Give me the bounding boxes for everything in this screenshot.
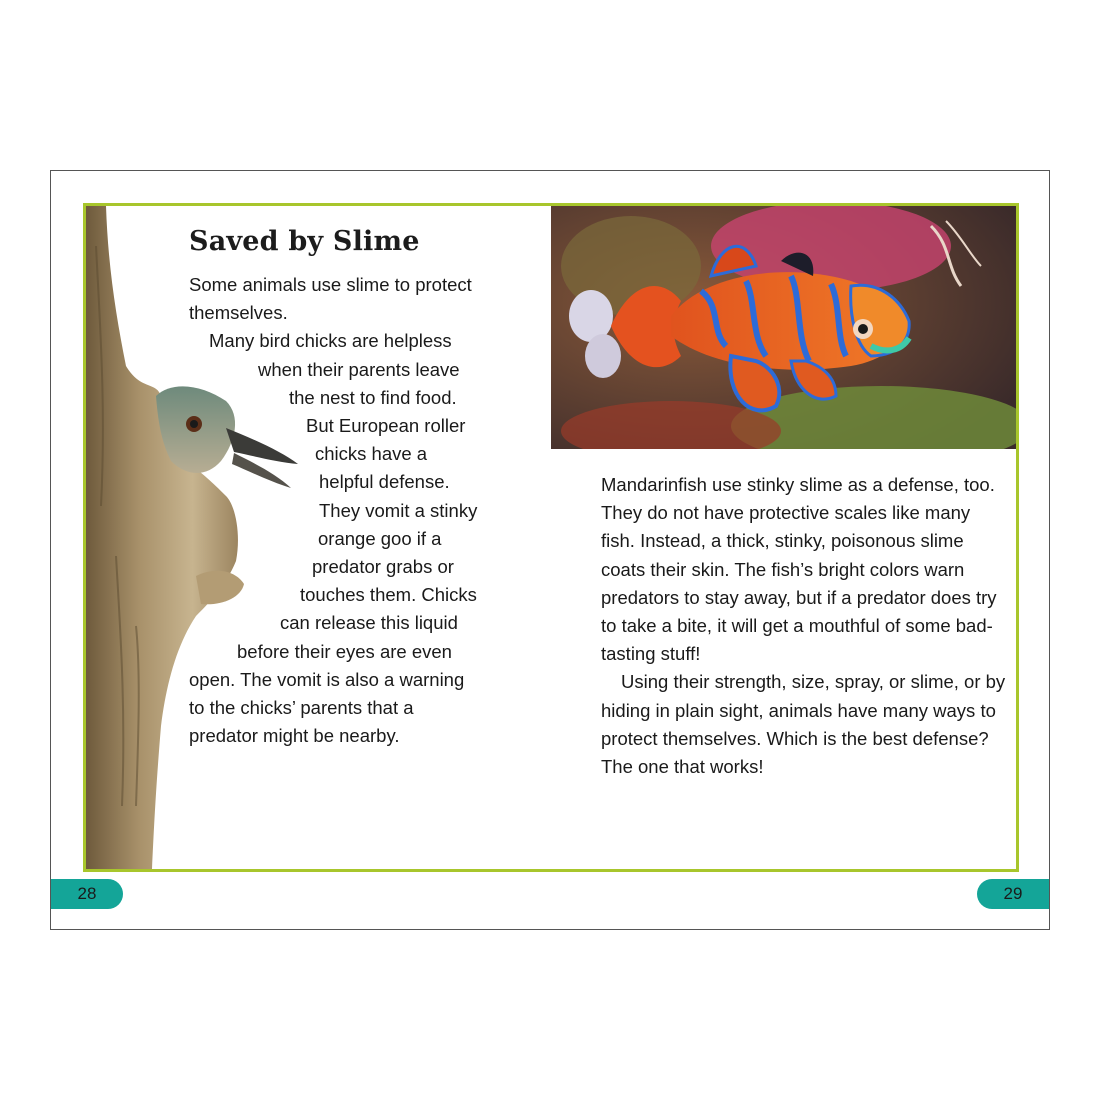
text-line: predator might be nearby. <box>189 725 400 747</box>
page-title: Saved by Slime <box>189 226 420 257</box>
text-line: orange goo if a <box>318 527 442 549</box>
text-line: Some animals use slime to protect <box>189 274 472 295</box>
text-line: predator grabs or <box>312 556 454 578</box>
text-line: But European roller <box>306 415 466 437</box>
text-line: They vomit a stinky <box>319 499 478 521</box>
right-body-text <box>601 471 1006 781</box>
page-number-left: 28 <box>51 879 123 909</box>
text-line: Many bird chicks are helpless <box>209 330 452 352</box>
paragraph: Mandarinfish use stinky slime as a defense, too. They do not have protective scales like many fish. Instead, a thick, stinky, poisonous slime coats their skin. The fish’s bright colors warn predators to stay away, but if a predator does try to take a bite, it will get a mouthful of some bad-tasting stuff! <box>601 474 997 665</box>
text-line: themselves. <box>189 302 288 324</box>
text-line: can release this liquid <box>280 612 458 634</box>
text-line: before their eyes are even <box>237 640 452 662</box>
paragraph: Using their strength, size, spray, or slime, or by hiding in plain sight, animals have many ways to protect themselves. Which is the best defense? The one that works! <box>601 671 1006 778</box>
text-line: when their parents leave <box>258 358 460 380</box>
text-line: the nest to find food. <box>289 386 457 408</box>
text-line: helpful defense. <box>319 471 450 493</box>
text-line: touches them. Chicks <box>300 584 477 606</box>
text-line: chicks have a <box>315 443 428 465</box>
text-line: open. The vomit is also a warning <box>189 668 465 690</box>
content-frame <box>83 203 1019 872</box>
text-line: to the chicks’ parents that a <box>189 697 414 719</box>
left-body-text <box>189 271 549 750</box>
mandarinfish-photo <box>551 206 1016 449</box>
book-spread <box>50 170 1050 930</box>
page-number-right: 29 <box>977 879 1049 909</box>
